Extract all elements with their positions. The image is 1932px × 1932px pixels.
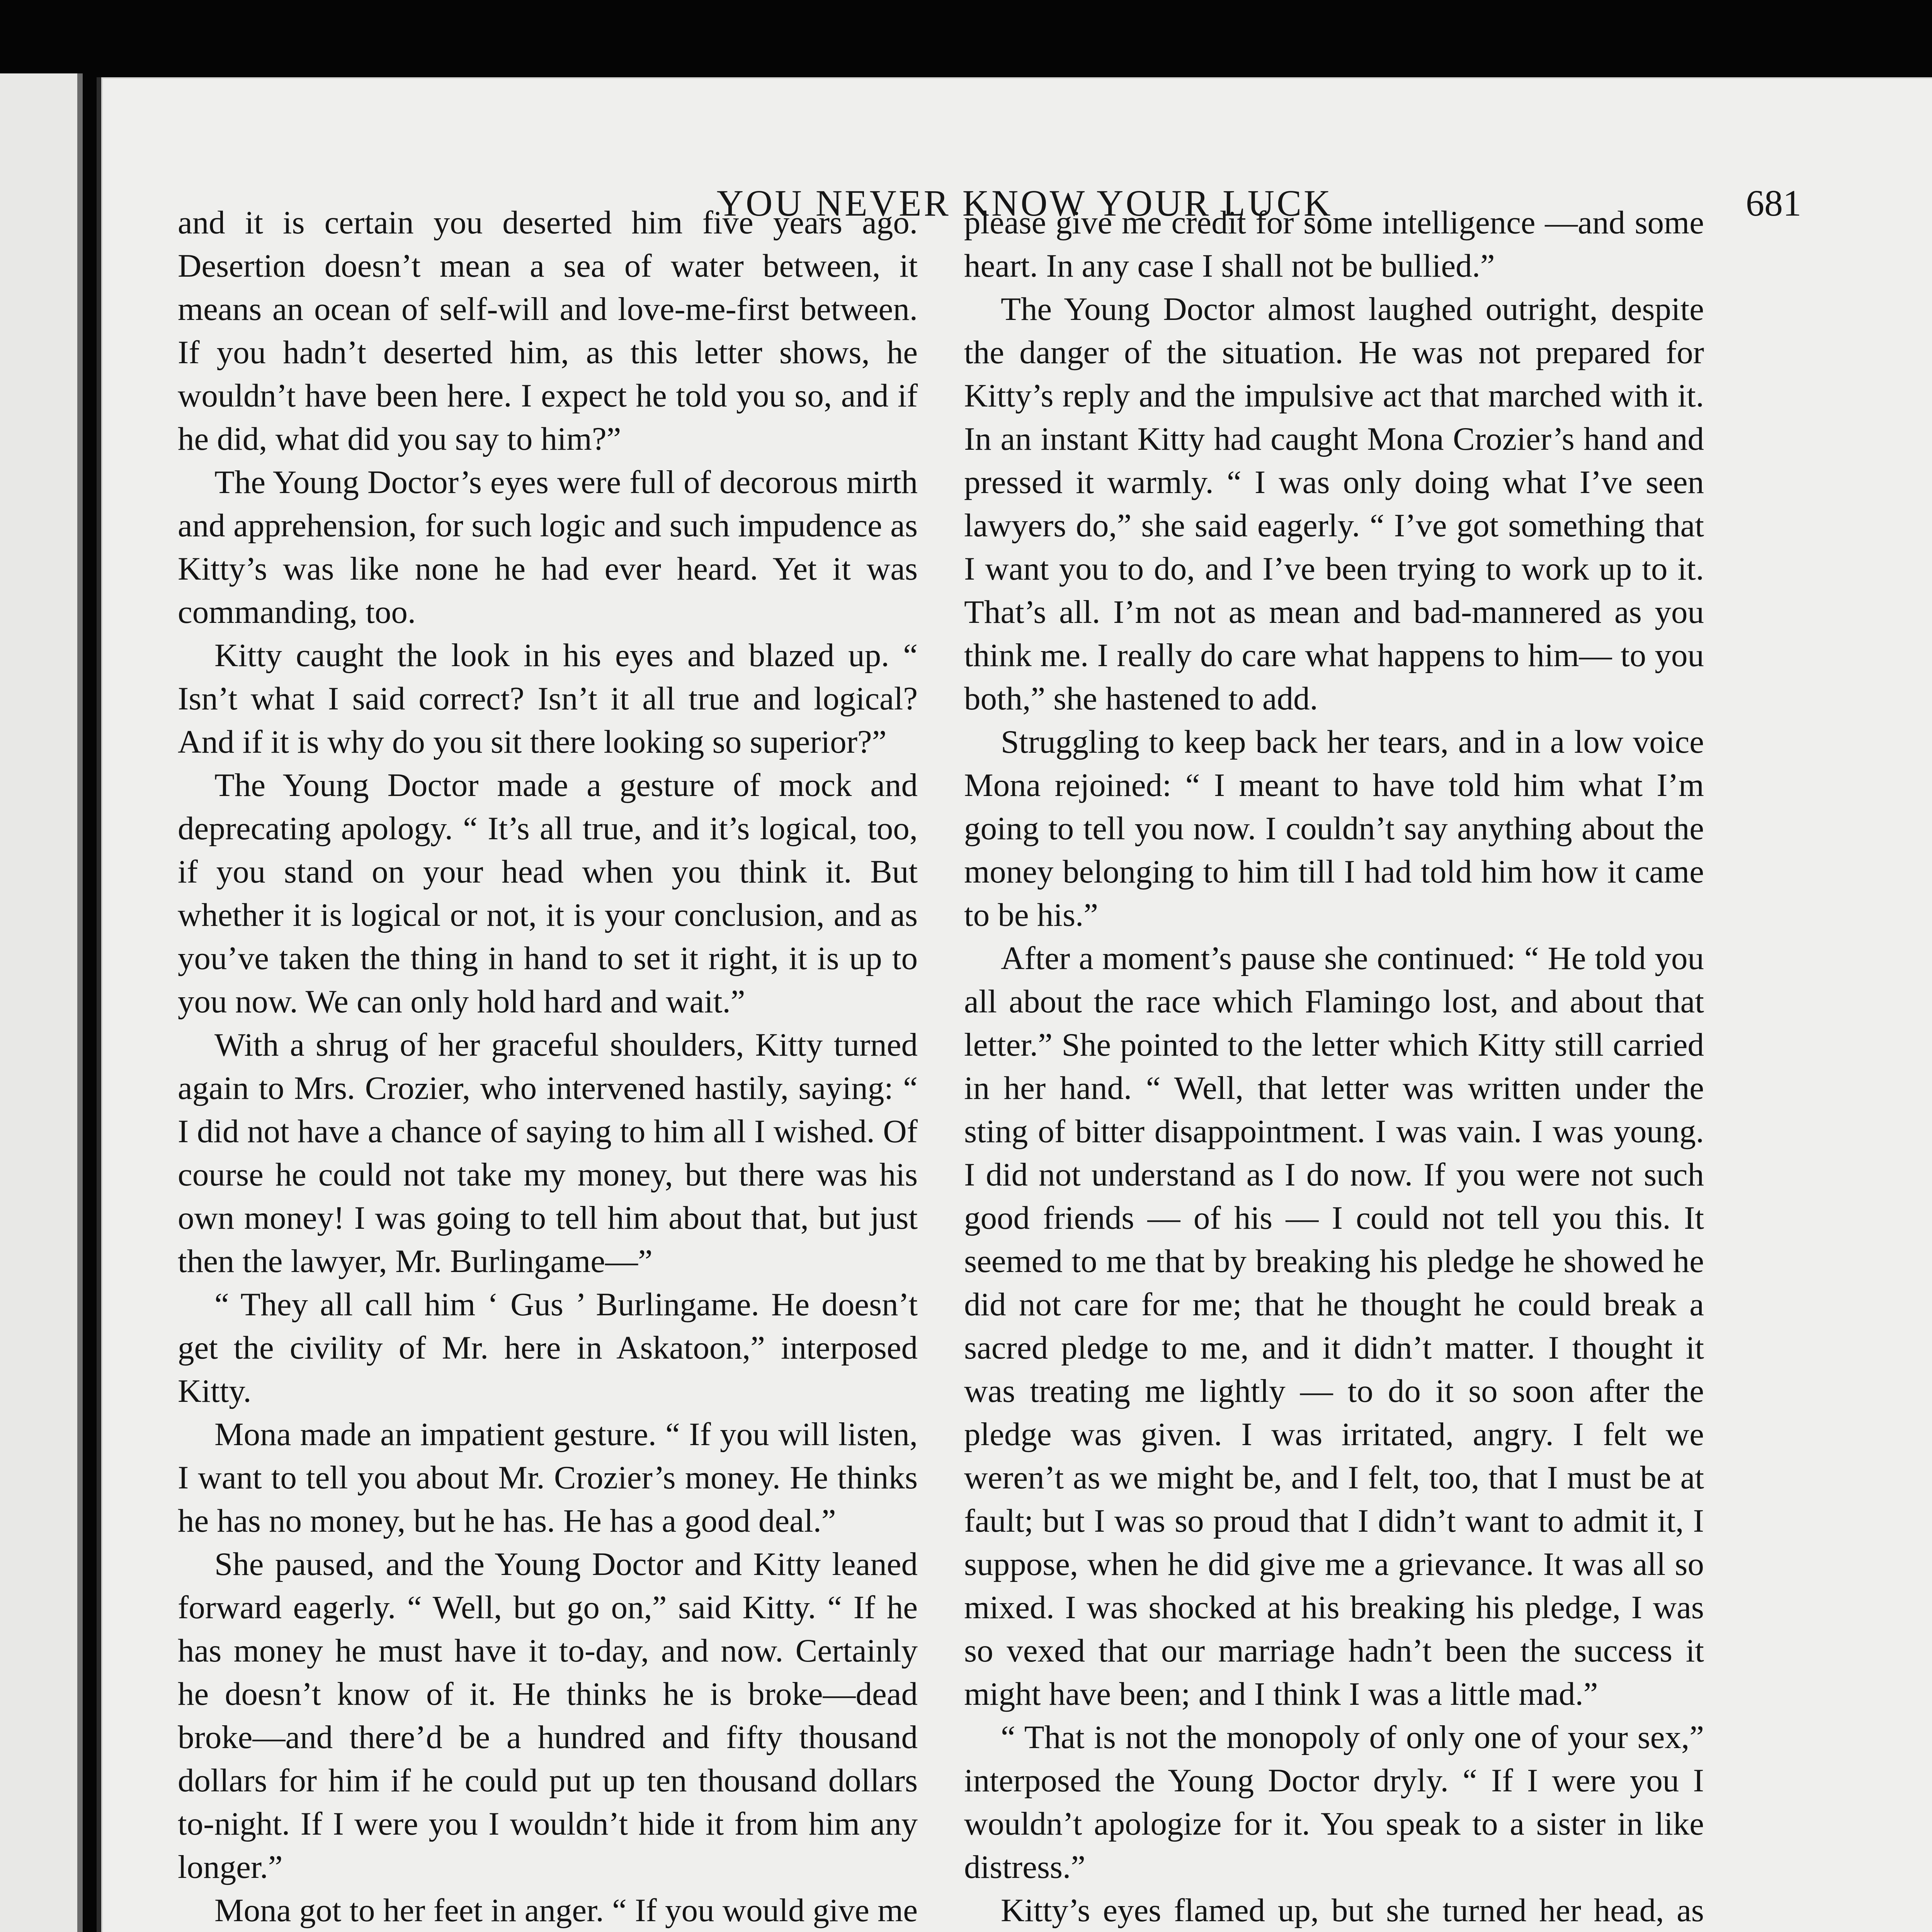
paragraph: please give me credit for some intelligence —and some heart. In any case I shall not be bullied.”: [964, 204, 1704, 284]
paragraph: The Young Doctor almost laughed outright, despite the danger of the situation. He was not prepared for Kitty’s reply and the impulsive act that marched with it. In an instant Kitty had caught Mona Crozier’s hand and pressed it warmly. “ I was only doing what I’ve seen lawyers do,” she said eagerly. “ I’ve got something that I want you to do, and I’ve been trying to work up to it. That’s all. I’m not as mean and bad-mannered as you think me. I really do care what happens to him— to you both,” she hastened to add.: [964, 291, 1704, 717]
paragraph: With a shrug of her graceful shoulders, Kitty turned again to Mrs. Crozier, who intervened hastily, saying: “ I did not have a chance of saying to him all I wished. Of course he could not take my money, but there was his own money! I was going to tell him about that, but just then the lawyer, Mr. Burlingame—”: [178, 1027, 918, 1279]
paragraph: Mona made an impatient gesture. “ If you will listen, I want to tell you about Mr. Crozier’s money. He thinks he has no money, but he has. He has a good deal.”: [178, 1416, 918, 1539]
paragraph: After a moment’s pause she continued: “ He told you all about the race which Flamingo lost, and about that letter.” She pointed to the letter which Kitty still carried in her hand. “ Well, that letter was written under the sting of bitter disappointment. I was vain. I was young. I did not understand as I do now. If you were not such good friends — of his — I could not tell you this. It seemed to me that by breaking his pledge he showed he did not care for me; that he thought he could break a sacred pledge to me, and it didn’t matter. I thought it was treating me lightly — to do it so soon after the pledge was given. I was irritated, angry. I felt we weren’t as we might be, and I felt, too, that I must be at fault; but I was so proud that I didn’t want to admit it, I suppose, when he did give me a grievance. It was all so mixed. I was shocked at his breaking his pledge, I was so vexed that our marriage hadn’t been the success it might have been; and I think I was a little mad.”: [964, 940, 1704, 1712]
paragraph: and it is certain you deserted him five years ago. Desertion doesn’t mean a sea of water between, it means an ocean of self-will and love-me-first between. If you hadn’t deserted him, as this letter shows, he wouldn’t have been here. I expect he told you so, and if he did, what did you say to him?”: [178, 204, 918, 457]
paragraph: “ They all call him ‘ Gus ’ Burlingame. He doesn’t get the civility of Mr. here in Askatoon,” interposed Kitty.: [178, 1286, 918, 1409]
page-number: 681: [1746, 182, 1801, 224]
adjacent-page-edge: [0, 73, 83, 1932]
paragraph: Kitty’s eyes flamed up, but she turned her head, as: [1001, 1892, 1704, 1929]
paragraph: Mona got to her feet in anger. “ If you would give me: [214, 1892, 918, 1929]
left-column: [178, 201, 918, 1932]
paragraph: Struggling to keep back her tears, and in a low voice Mona rejoined: “ I meant to have told him what I’m going to tell you now. I couldn’t say anything about the money belonging to him till I had told him how it came to be his.”: [964, 724, 1704, 933]
paragraph: Kitty caught the look in his eyes and blazed up. “ Isn’t what I said correct? Isn’t it all true and logical? And if it is why do you sit there looking so superior?”: [178, 637, 918, 760]
paragraph: The Young Doctor made a gesture of mock and deprecating apology. “ It’s all true, and it’s logical, too, if you stand on your head when you think it. But whether it is logical or not, it is your conclusion, and as you’ve taken the thing in hand to set it right, it is up to you now. We can only hold hard and wait.”: [178, 767, 918, 1020]
running-title: YOU NEVER KNOW YOUR LUCK: [716, 182, 1333, 224]
paragraph: “ That is not the monopoly of only one of your sex,” interposed the Young Doctor dryly. “ If I were you I wouldn’t apologize for it. You speak to a sister in like distress.”: [964, 1719, 1704, 1885]
paragraph: She paused, and the Young Doctor and Kitty leaned forward eagerly. “ Well, but go on,” said Kitty. “ If he has money he must have it to-day, and now. Certainly he doesn’t know of it. He thinks he is broke—dead broke—and there’d be a hundred and fifty thousand dollars for him if he could put up ten thousand dollars to-night. If I were you I wouldn’t hide it from him any longer.”: [178, 1546, 918, 1885]
paragraph: The Young Doctor’s eyes were full of decorous mirth and apprehension, for such logic and such impudence as Kitty’s was like none he had ever heard. Yet it was commanding, too.: [178, 464, 918, 630]
right-column: [964, 201, 1704, 1932]
